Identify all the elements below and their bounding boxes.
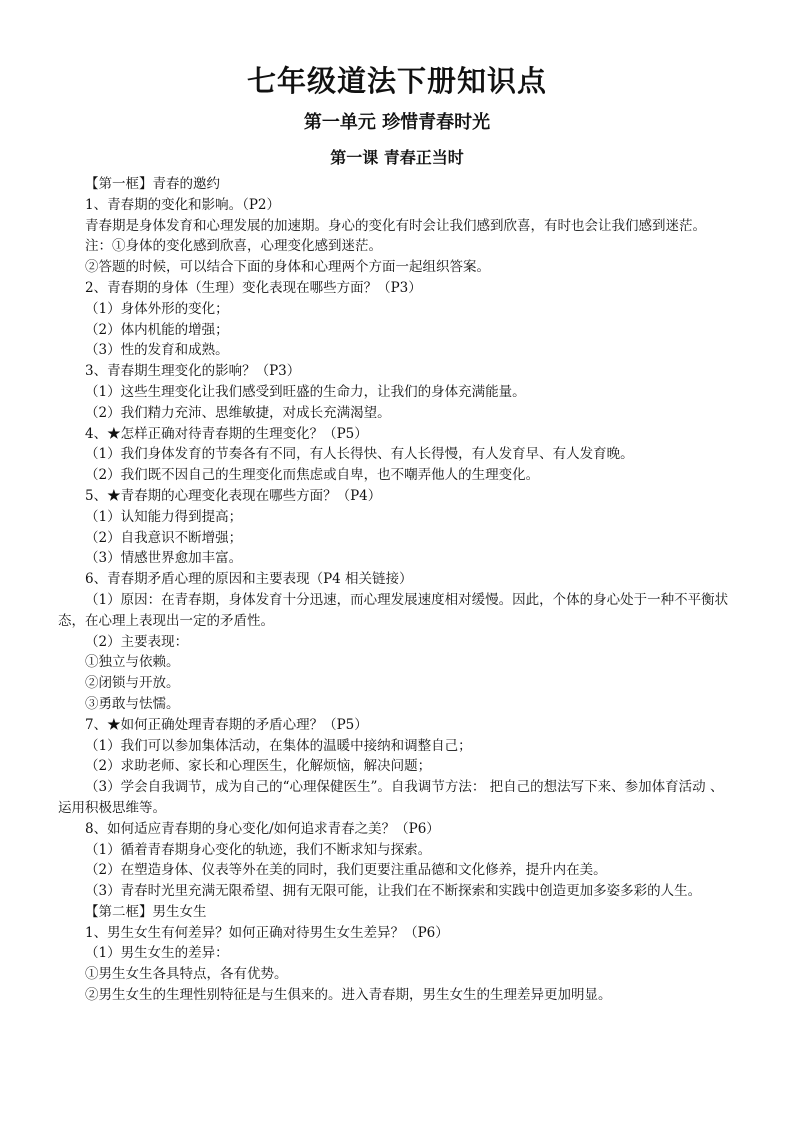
answer-line: （1）我们可以参加集体活动，在集体的温暖中接纳和调整自己； [85, 737, 472, 754]
question-line: 1、青春期的变化和影响。（P2） [85, 196, 281, 213]
note-line: ②答题的时候，可以结合下面的身体和心理两个方面一起组织答案。 [85, 259, 490, 276]
answer-line: （1）男生女生的差异： [85, 945, 229, 962]
answer-line: （2）求助老师、家长和心理医生，化解烦恼，解决问题； [85, 758, 432, 775]
question-line: 8、如何适应青春期的身心变化/如何追求青春之美？（P6） [85, 820, 440, 837]
answer-line: （2）主要表现： [85, 633, 189, 650]
answer-line: （3）学会自我调节，成为自己的“心理保健医生”。自我调节方法： 把自己的想法写下来、参加体育活动 、运用积极思维等。 [58, 779, 724, 816]
question-line: 5、★青春期的心理变化表现在哪些方面？（P4） [85, 487, 382, 504]
answer-line: ②闭锁与开放。 [85, 675, 180, 692]
answer-line: ①独立与依赖。 [85, 654, 180, 671]
answer-line: （1）我们身体发育的节奏各有不同，有人长得快、有人长得慢，有人发育早、有人发育晚。 [85, 446, 634, 463]
answer-line: ③勇敢与怯懦。 [85, 695, 180, 712]
note-line: 注：①身体的变化感到欣喜，心理变化感到迷茫。 [85, 238, 382, 255]
answer-line: （1）这些生理变化让我们感受到旺盛的生命力，让我们的身体充满能量。 [85, 383, 526, 400]
question-line: 1、男生女生有何差异？如何正确对待男生女生差异？（P6） [85, 924, 449, 941]
answer-line: （2）自我意识不断增强； [85, 529, 243, 546]
answer-line: （3）性的发育和成熟。 [85, 342, 229, 359]
paragraph-line: 青春期是身体发育和心理发展的加速期。身心的变化有时会让我们感到欣喜，有时也会让我们感到迷茫。 [85, 217, 706, 234]
answer-line: ②男生女生的生理性别特征是与生俱来的。进入青春期，男生女生的生理差异更加明显。 [85, 987, 612, 1004]
answer-line: （1）循着青春期身心变化的轨迹，我们不断求知与探索。 [85, 841, 432, 858]
unit-heading: 第一单元 珍惜青春时光 [303, 112, 491, 133]
document-title: 七年级道法下册知识点 [246, 64, 547, 98]
answer-line: （3）情感世界愈加丰富。 [85, 550, 243, 567]
question-line: 7、★如何正确处理青春期的矛盾心理？（P5） [85, 716, 368, 733]
answer-line: （3）青春时光里充满无限希望、拥有无限可能，让我们在不断探索和实践中创造更加多姿多彩的人生。 [85, 883, 702, 900]
answer-line: （2）我们既不因自己的生理变化而焦虑或自卑，也不嘲弄他人的生理变化。 [85, 467, 540, 484]
document-body [58, 174, 736, 1006]
answer-line: （2）在塑造身体、仪表等外在美的同时，我们更要注重品德和文化修养，提升内在美。 [85, 862, 607, 879]
question-line: 6、青春期矛盾心理的原因和主要表现（P4 相关链接） [85, 571, 413, 588]
question-line: 3、青春期生理变化的影响？（P3） [85, 363, 301, 380]
answer-line: （1）身体外形的变化； [85, 300, 229, 317]
section-heading: 【第二框】男生女生 [85, 903, 207, 920]
answer-line: （2）我们精力充沛、思维敏捷，对成长充满渴望。 [85, 404, 391, 421]
question-line: 4、★怎样正确对待青春期的生理变化？（P5） [85, 425, 368, 442]
answer-line: （2）体内机能的增强； [85, 321, 229, 338]
answer-line: （1）认知能力得到提高； [85, 508, 243, 525]
answer-line: （1）原因：在青春期，身体发育十分迅速，而心理发展速度相对缓慢。因此，个体的身心处于一种不平衡状态，在心理上表现出一定的矛盾性。 [58, 591, 729, 629]
section-heading: 【第一框】青春的邀约 [85, 176, 220, 192]
question-line: 2、青春期的身体（生理）变化表现在哪些方面？（P3） [85, 279, 422, 296]
lesson-heading: 第一课 青春正当时 [330, 148, 464, 167]
answer-line: ①男生女生各具特点，各有优势。 [85, 966, 288, 983]
